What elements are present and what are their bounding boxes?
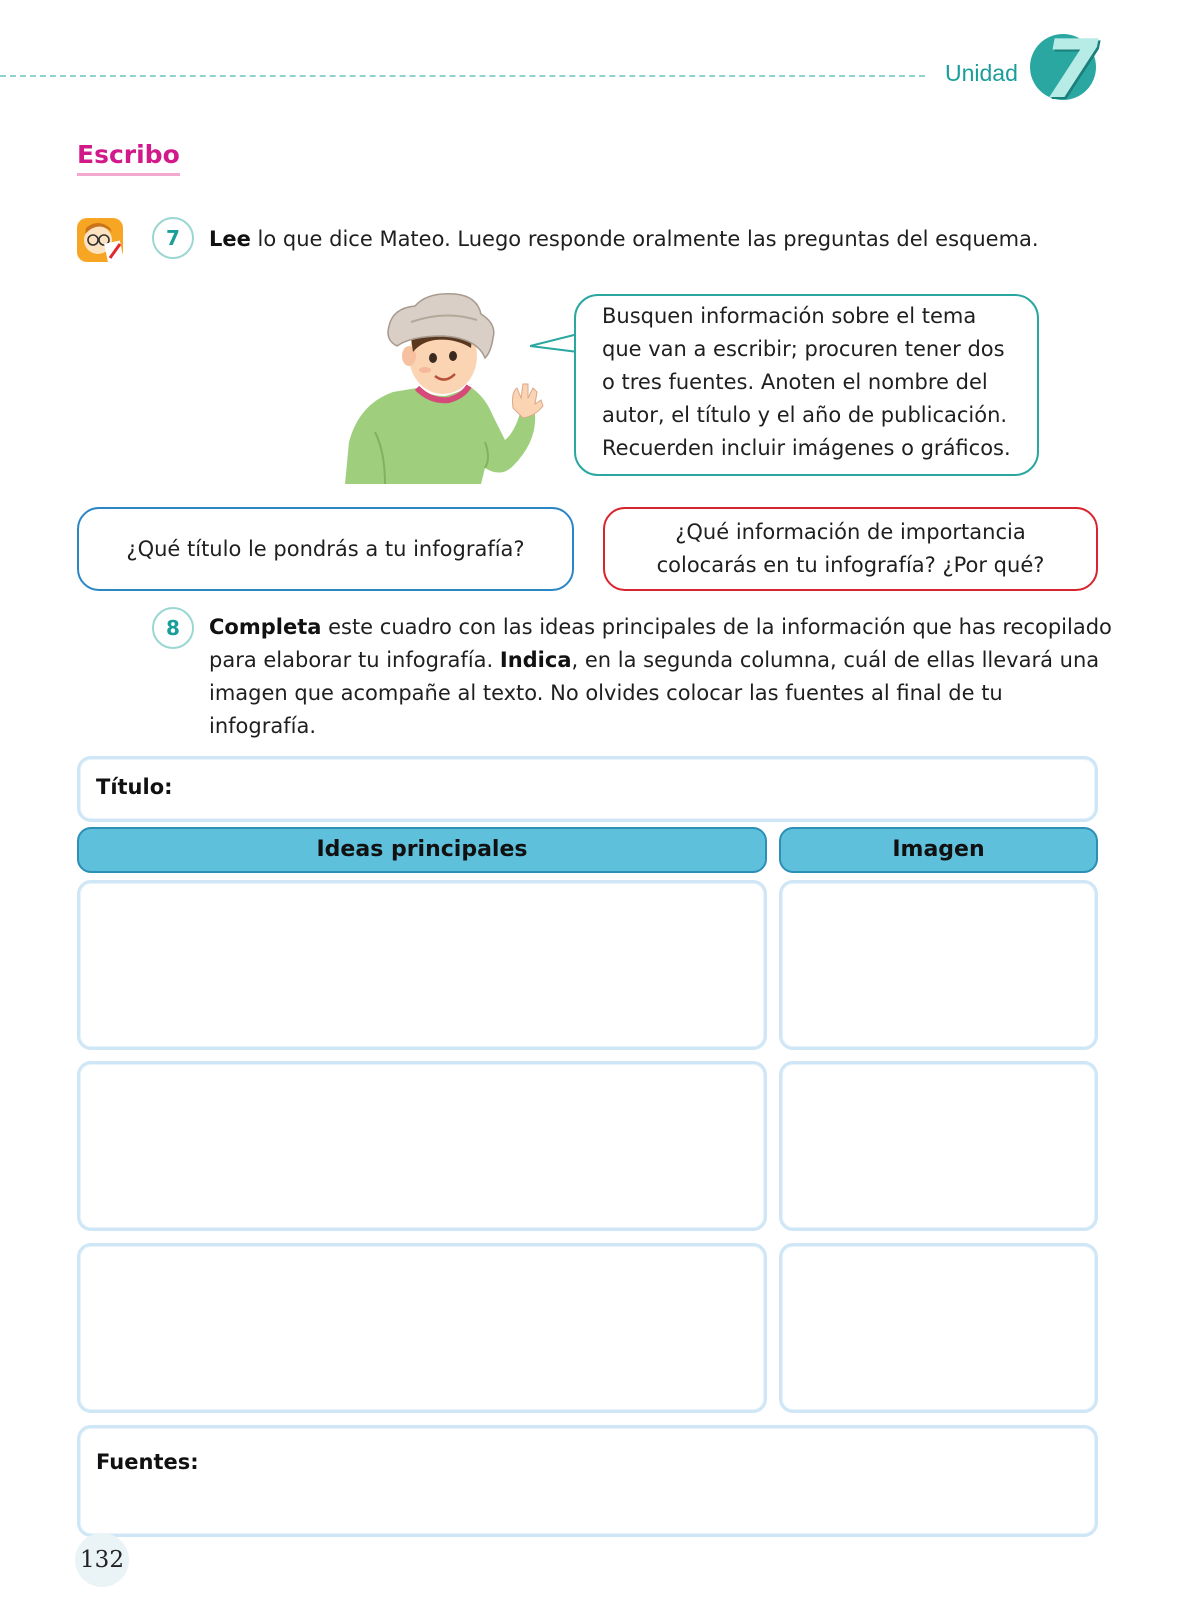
idea-cell-1[interactable] <box>77 880 767 1050</box>
activity-7-number: 7 <box>152 217 194 259</box>
mateo-illustration <box>345 292 545 484</box>
speech-line: autor, el título y el año de publicación. <box>602 403 1008 427</box>
idea-cell-2[interactable] <box>77 1061 767 1231</box>
speech-bubble <box>574 294 1039 476</box>
sources-field[interactable] <box>77 1425 1098 1537</box>
column-header-ideas: Ideas principales <box>77 827 767 873</box>
column-header-image: Imagen <box>779 827 1098 873</box>
activity-8-verb-indicate: Indica <box>499 648 572 672</box>
speech-line: o tres fuentes. Anoten el nombre del <box>602 370 988 394</box>
speech-line: Busquen información sobre el tema <box>602 304 977 328</box>
idea-cell-3[interactable] <box>77 1243 767 1413</box>
question-info-line: ¿Qué información de importancia <box>675 520 1026 544</box>
title-field[interactable] <box>77 756 1098 822</box>
speech-line: que van a escribir; procuren tener dos <box>602 337 1005 361</box>
speech-bubble-tail <box>530 332 580 356</box>
unit-number: 7 <box>1043 23 1099 116</box>
image-cell-3[interactable] <box>779 1243 1098 1413</box>
activity-7-text: lo que dice Mateo. Luego responde oralmente las preguntas del esquema. <box>250 227 1039 251</box>
question-title-text: ¿Qué título le pondrás a tu infografía? <box>126 536 525 561</box>
activity-8-number: 8 <box>152 607 194 649</box>
question-title-box <box>77 507 574 591</box>
speech-line: Recuerden incluir imágenes o gráficos. <box>602 436 1011 460</box>
activity-7-instruction <box>209 223 1109 256</box>
activity-8-text-2: , en la segunda columna, cuál de ellas llevará una imagen que acompañe al texto. No olvides colocar las fuentes al final de tu infografía. <box>209 648 1100 738</box>
image-cell-1[interactable] <box>779 880 1098 1050</box>
activity-8-verb-complete: Completa <box>209 615 322 639</box>
section-title: Escribo <box>77 140 180 176</box>
question-info-box <box>603 507 1098 591</box>
speaking-activity-icon <box>76 216 128 266</box>
image-cell-2[interactable] <box>779 1061 1098 1231</box>
activity-8-text-1: este cuadro con las ideas principales de la información que has recopilado para elaborar tu infografía. <box>209 615 1112 672</box>
activity-7-verb: Lee <box>209 227 251 251</box>
header-dashed-line <box>0 75 925 77</box>
activity-8-instruction <box>209 611 1114 743</box>
page-number: 132 <box>75 1533 129 1587</box>
unit-label: Unidad <box>945 60 1018 86</box>
sources-field-label: Fuentes: <box>96 1450 199 1474</box>
title-field-label: Título: <box>96 775 173 799</box>
question-info-line: colocarás en tu infografía? ¿Por qué? <box>656 553 1045 577</box>
